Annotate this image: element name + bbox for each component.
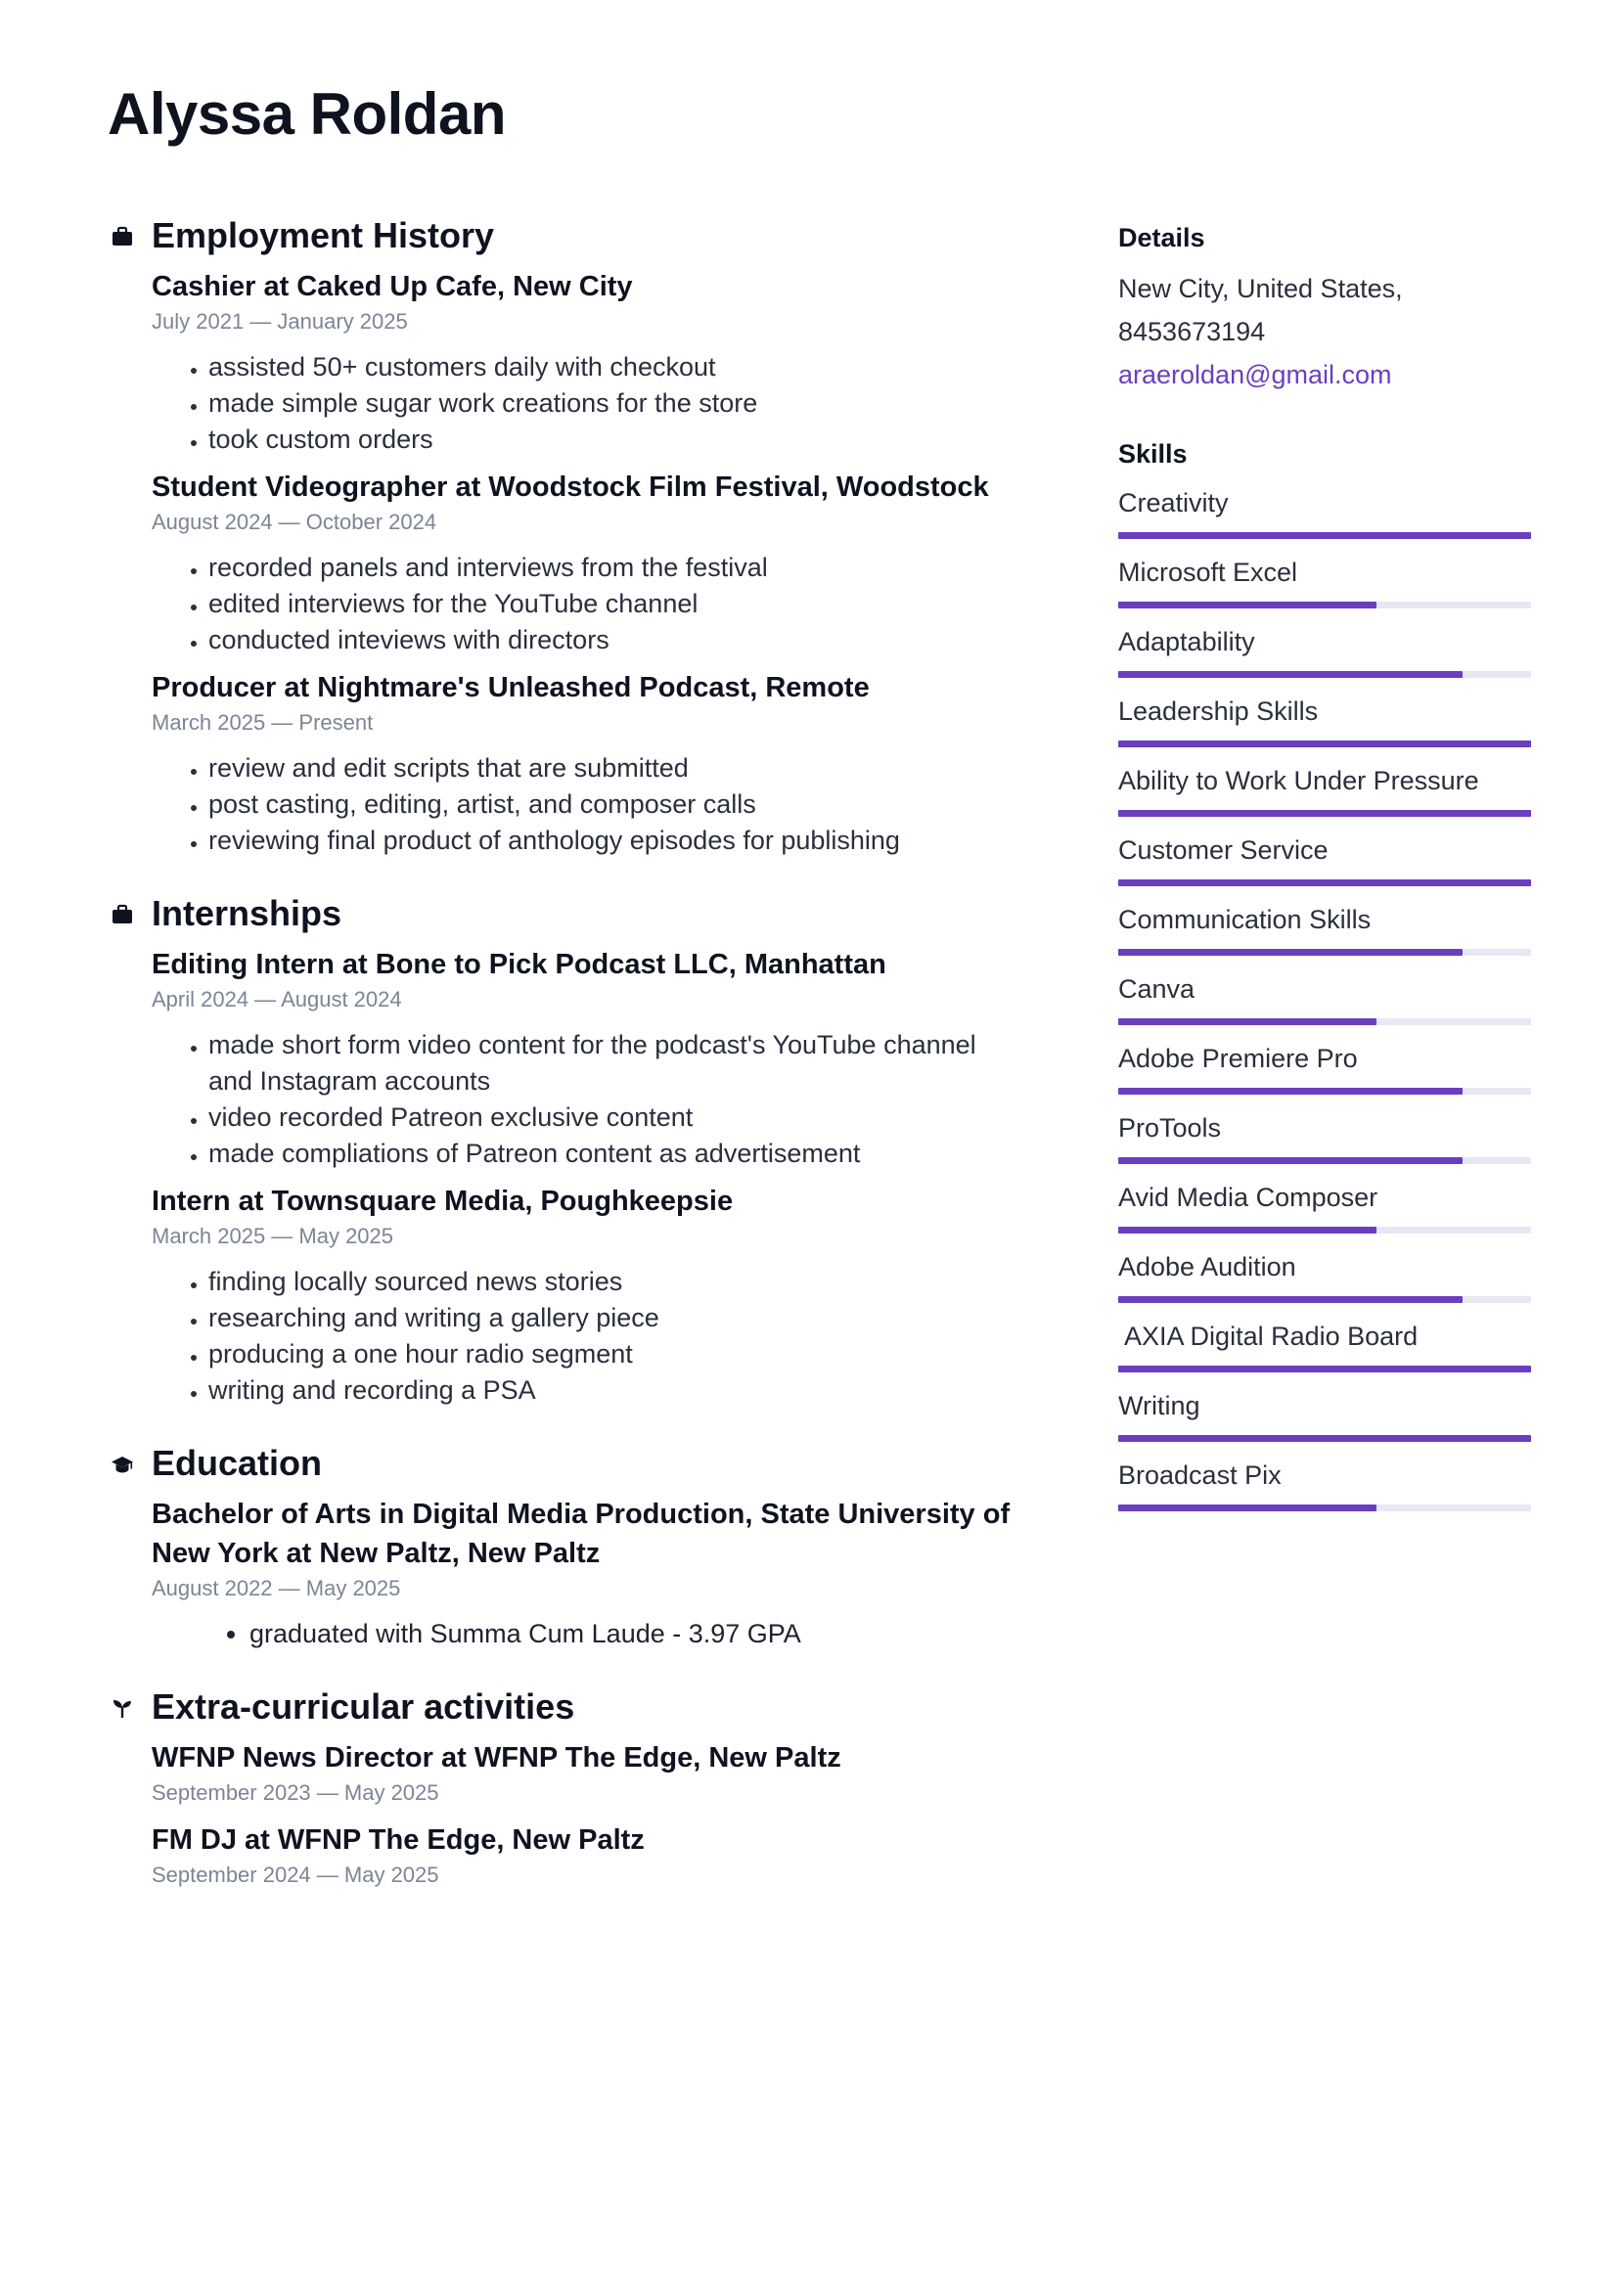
skill-level-fill (1118, 1227, 1376, 1234)
education-section (108, 1438, 1017, 1652)
entry-title: Producer at Nightmare's Unleashed Podcast, Remote (152, 672, 870, 703)
skill-label: Adaptability (1118, 627, 1255, 656)
section-header (108, 1682, 1017, 1732)
skill-level-bar (1118, 1157, 1531, 1164)
skill-level-fill (1118, 879, 1531, 886)
skill-item (1118, 831, 1531, 900)
section-title: Employment History (152, 215, 495, 255)
entry-dates: April 2024 — August 2024 (152, 987, 402, 1011)
skill-item (1118, 1386, 1531, 1456)
section-header (108, 1438, 1017, 1489)
skill-label: Adobe Premiere Pro (1118, 1044, 1358, 1073)
skill-item (1118, 1178, 1531, 1247)
bullet-item: • finding locally sourced news stories (208, 1264, 1017, 1300)
detail-phone: 8453673194 (1118, 317, 1266, 346)
employment-entry (152, 468, 1017, 658)
section-title: Education (152, 1443, 323, 1483)
skills-list (1118, 483, 1531, 1525)
skill-level-fill (1118, 1018, 1376, 1025)
entry-title: Bachelor of Arts in Digital Media Production, State University of New York at New Paltz, New Paltz (152, 1499, 1011, 1569)
skill-label: Writing (1118, 1391, 1200, 1420)
skill-item (1118, 1456, 1531, 1525)
skill-item (1118, 483, 1531, 553)
skill-level-bar (1118, 1366, 1531, 1372)
entry-title: Intern at Townsquare Media, Poughkeepsie (152, 1186, 734, 1217)
section-title: Extra-curricular activities (152, 1686, 575, 1727)
skill-item (1118, 761, 1531, 831)
employment-section (108, 210, 1017, 859)
skill-level-bar (1118, 879, 1531, 886)
bullet-item: • graduated with Summa Cum Laude - 3.97 GPA (249, 1616, 1017, 1652)
skill-level-bar (1118, 741, 1531, 747)
entry-title: WFNP News Director at WFNP The Edge, New Paltz (152, 1742, 841, 1774)
skill-level-bar (1118, 810, 1531, 817)
sprout-icon (112, 1697, 133, 1719)
bullet-item: • video recorded Patreon exclusive content (208, 1100, 1017, 1136)
section-header (108, 210, 1017, 261)
skill-label: AXIA Digital Radio Board (1118, 1322, 1419, 1351)
skill-level-fill (1118, 949, 1463, 956)
skill-label: Customer Service (1118, 835, 1329, 865)
skill-level-fill (1118, 741, 1531, 747)
employment-entry (152, 668, 1017, 859)
bullet-item: • made compliations of Patreon content as advertisement (208, 1136, 1017, 1172)
skill-item (1118, 969, 1531, 1039)
entry-bullets (152, 1264, 1017, 1409)
skill-level-bar (1118, 532, 1531, 539)
internship-entry (152, 945, 1017, 1172)
bullet-item: • researching and writing a gallery piece (208, 1300, 1017, 1336)
candidate-name: Alyssa Roldan (108, 81, 506, 147)
skill-item (1118, 900, 1531, 969)
skill-level-bar (1118, 1435, 1531, 1442)
extracurricular-section (108, 1682, 1017, 1891)
skill-label: Creativity (1118, 488, 1229, 517)
entry-bullets (152, 349, 1017, 458)
entry-dates: March 2025 — Present (152, 710, 374, 735)
skill-label: Ability to Work Under Pressure (1118, 766, 1479, 795)
skill-level-fill (1118, 1296, 1463, 1303)
skill-label: ProTools (1118, 1113, 1222, 1143)
activity-entry (152, 1738, 1017, 1809)
skill-level-fill (1118, 1504, 1376, 1511)
section-header (108, 888, 1017, 939)
skill-label: Avid Media Composer (1118, 1183, 1378, 1212)
activity-entry (152, 1820, 1017, 1891)
entry-bullets (152, 750, 1017, 859)
education-entry (152, 1495, 1017, 1652)
skill-item (1118, 1108, 1531, 1178)
bullet-item: • writing and recording a PSA (208, 1372, 1017, 1409)
skill-label: Broadcast Pix (1118, 1460, 1282, 1490)
skill-item (1118, 1247, 1531, 1317)
entry-title: FM DJ at WFNP The Edge, New Paltz (152, 1824, 645, 1856)
email-link[interactable]: araeroldan@gmail.com (1118, 360, 1392, 389)
sidebar (1118, 223, 1531, 1525)
entry-bullets (152, 550, 1017, 658)
entry-dates: September 2024 — May 2025 (152, 1863, 439, 1887)
section-title: Internships (152, 893, 342, 933)
skill-item (1118, 1039, 1531, 1108)
bullet-item: • made simple sugar work creations for the store (208, 385, 1017, 422)
skill-level-bar (1118, 602, 1531, 608)
skill-level-bar (1118, 1504, 1531, 1511)
entry-dates: August 2022 — May 2025 (152, 1576, 401, 1600)
bullet-item: • producing a one hour radio segment (208, 1336, 1017, 1372)
entry-title: Cashier at Caked Up Cafe, New City (152, 271, 633, 302)
skill-label: Leadership Skills (1118, 696, 1319, 726)
bullet-item: • took custom orders (208, 422, 1017, 458)
entry-dates: March 2025 — May 2025 (152, 1224, 394, 1248)
skill-level-bar (1118, 1088, 1531, 1095)
skill-level-fill (1118, 671, 1463, 678)
skill-level-bar (1118, 1018, 1531, 1025)
skill-level-fill (1118, 1088, 1463, 1095)
entry-dates: August 2024 — October 2024 (152, 510, 437, 534)
skill-level-fill (1118, 1157, 1463, 1164)
bullet-item: • assisted 50+ customers daily with checkout (208, 349, 1017, 385)
skill-level-fill (1118, 602, 1376, 608)
skills-title: Skills (1118, 439, 1188, 469)
skill-item (1118, 1317, 1531, 1386)
main-column (108, 210, 1017, 1920)
bullet-item: • edited interviews for the YouTube channel (208, 586, 1017, 622)
employment-entry (152, 267, 1017, 458)
detail-location: New City, United States, (1118, 274, 1403, 303)
briefcase-icon (112, 904, 133, 925)
entry-title: Editing Intern at Bone to Pick Podcast LLC, Manhattan (152, 949, 886, 980)
entry-dates: September 2023 — May 2025 (152, 1780, 439, 1805)
internship-entry (152, 1182, 1017, 1409)
bullet-item: • recorded panels and interviews from the festival (208, 550, 1017, 586)
entry-title: Student Videographer at Woodstock Film Festival, Woodstock (152, 471, 989, 503)
bullet-item: • review and edit scripts that are submitted (208, 750, 1017, 786)
internships-section (108, 888, 1017, 1409)
skill-item (1118, 553, 1531, 622)
bullet-item: • conducted inteviews with directors (208, 622, 1017, 658)
skill-level-bar (1118, 671, 1531, 678)
entry-dates: July 2021 — January 2025 (152, 309, 408, 334)
details-title: Details (1118, 223, 1205, 252)
bullet-item: • post casting, editing, artist, and composer calls (208, 786, 1017, 823)
skill-level-fill (1118, 532, 1531, 539)
skill-level-bar (1118, 1227, 1531, 1234)
entry-bullets (152, 1616, 1017, 1652)
skill-label: Adobe Audition (1118, 1252, 1296, 1281)
entry-bullets (152, 1027, 1017, 1172)
skill-level-bar (1118, 1296, 1531, 1303)
skill-level-fill (1118, 1435, 1531, 1442)
skill-level-fill (1118, 810, 1531, 817)
skill-label: Microsoft Excel (1118, 558, 1298, 587)
skill-label: Communication Skills (1118, 905, 1372, 934)
skill-item (1118, 692, 1531, 761)
skill-level-fill (1118, 1366, 1531, 1372)
bullet-item: • made short form video content for the podcast's YouTube channel and Instagram accounts (208, 1027, 1017, 1100)
skill-label: Canva (1118, 974, 1195, 1004)
graduation-cap-icon (112, 1454, 133, 1475)
bullet-item: • reviewing final product of anthology episodes for publishing (208, 823, 1017, 859)
briefcase-icon (112, 226, 133, 247)
skills-section (1118, 439, 1531, 1525)
skill-level-bar (1118, 949, 1531, 956)
skill-item (1118, 622, 1531, 692)
